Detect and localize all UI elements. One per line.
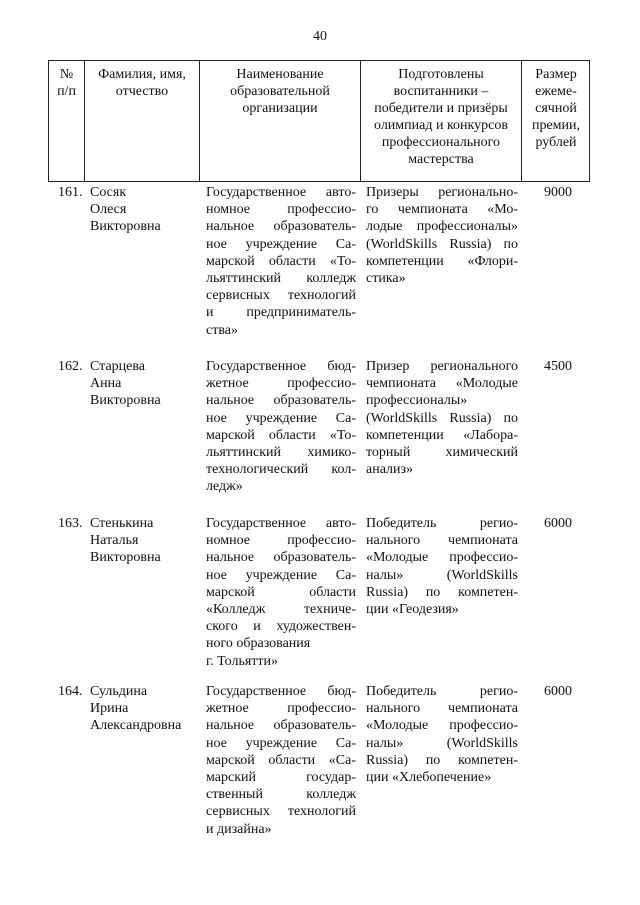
row-achievement: Победитель регио- нального чемпионата «Молодые профессио- налы» (WorldSkills Russia) по компетен- ции «Геодезия»: [366, 516, 518, 618]
page-number: 40: [313, 29, 327, 44]
table-header: [48, 60, 590, 182]
row-name: Сульдина Ирина Александровна: [90, 684, 182, 734]
row-organization: Государственное бюд- жетное профессио- нальное образователь- ное учреждение Са- марской области «То- льяттинский химико- технологический кол- ледж»: [206, 359, 356, 495]
row-amount: 6000: [544, 684, 572, 699]
row-amount: 4500: [544, 359, 572, 374]
row-number: 164.: [58, 684, 83, 699]
row-amount: 6000: [544, 516, 572, 531]
row-name: Сосяк Олеся Викторовна: [90, 185, 161, 235]
row-achievement: Призер регионального чемпионата «Молодые профессионалы» (WorldSkills Russia) по компетенции «Лабора- торный химический анализ»: [366, 359, 518, 478]
row-amount: 9000: [544, 185, 572, 200]
header-col-amount: Размер ежеме- сячной премии, рублей: [521, 60, 590, 182]
row-organization: Государственное авто- номное профессио- нальное образователь- ное учреждение Са- марской области «Колледж техниче- ского и художествен- ного образования г. Тольятти»: [206, 516, 356, 669]
row-number: 161.: [58, 185, 83, 200]
header-col-number: № п/п: [48, 60, 84, 182]
row-achievement: Победитель регио- нального чемпионата «Молодые профессио- налы» (WorldSkills Russia) по компетен- ции «Хлебопечение»: [366, 684, 518, 786]
row-name: Стенькина Наталья Викторовна: [90, 516, 161, 566]
row-achievement: Призеры регионально- го чемпионата «Мо- лодые профессионалы» (WorldSkills Russia) по компетенции «Флори- стика»: [366, 185, 518, 287]
row-name: Старцева Анна Викторовна: [90, 359, 161, 409]
row-number: 163.: [58, 516, 83, 531]
header-col-organization: Наименование образовательной организации: [199, 60, 360, 182]
header-col-name: Фамилия, имя, отчество: [84, 60, 199, 182]
row-organization: Государственное бюд- жетное профессио- нальное образователь- ное учреждение Са- марской области «Са- марский государ- ственный колледж сервисных технологий и дизайна»: [206, 684, 356, 837]
row-organization: Государственное авто- номное профессио- нальное образователь- ное учреждение Са- марской области «То- льяттинский колледж сервисных технологий и предприниматель- ства»: [206, 185, 356, 338]
row-number: 162.: [58, 359, 83, 374]
header-col-achievement: Подготовлены воспитанники – победители и призёры олимпиад и конкурсов профессионального мастерства: [360, 60, 521, 182]
